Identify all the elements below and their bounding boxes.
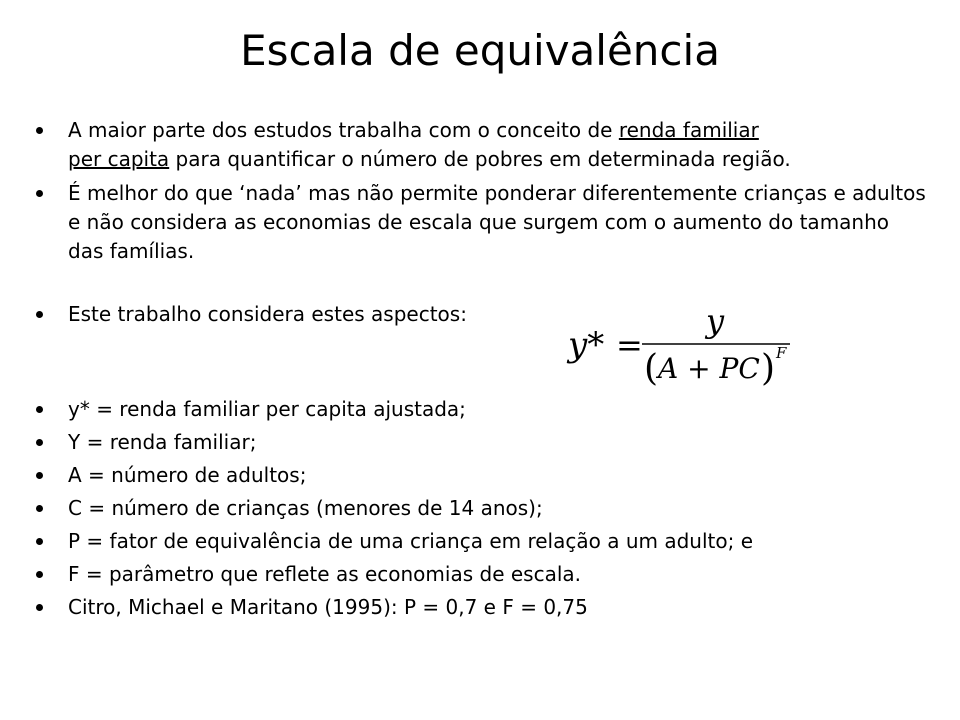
bullet-text: A = número de adultos; bbox=[68, 463, 307, 487]
bullet-dot-icon bbox=[36, 604, 43, 611]
formula-exponent: F bbox=[776, 344, 787, 362]
bullet-dot-icon bbox=[36, 505, 43, 512]
bullet-item-citro bbox=[36, 593, 926, 622]
bullet-dot-icon bbox=[36, 472, 43, 479]
bullet-item-y-star bbox=[36, 395, 926, 424]
bullet-dot-icon bbox=[36, 311, 43, 318]
bullet-item-f bbox=[36, 560, 926, 589]
underlined-term: per capita bbox=[68, 147, 170, 171]
formula-denominator: A + PC bbox=[658, 352, 760, 385]
formula-paren-close: ) bbox=[761, 348, 776, 389]
slide-title: Escala de equivalência bbox=[240, 26, 720, 75]
equivalence-scale-formula bbox=[566, 300, 806, 390]
bullet-text: A maior parte dos estudos trabalha com o conceito de renda familiar per capita para quantificar o número de pobres em determinada região. bbox=[68, 118, 791, 171]
bullet-dot-icon bbox=[36, 127, 43, 134]
underlined-term: renda familiar bbox=[618, 118, 759, 142]
bullet-text: Citro, Michael e Maritano (1995): P = 0,7 e F = 0,75 bbox=[68, 595, 588, 619]
formula-paren-open: ( bbox=[644, 348, 659, 389]
formula-numerator: y bbox=[706, 302, 725, 340]
bullet-text: y* = renda familiar per capita ajustada; bbox=[68, 397, 466, 421]
bullet-item-p bbox=[36, 527, 926, 556]
bullet-dot-icon bbox=[36, 406, 43, 413]
formula-equals: = bbox=[616, 326, 643, 364]
bullet-text: É melhor do que ‘nada’ mas não permite ponderar diferentemente crianças e adultos e não considera as economias de escala que surgem com o aumento do tamanho das famílias. bbox=[68, 181, 926, 263]
bullet-item-renda-per-capita bbox=[36, 116, 926, 174]
bullet-text: F = parâmetro que reflete as economias de escala. bbox=[68, 562, 581, 586]
bullet-item-a bbox=[36, 461, 926, 490]
bullet-item-melhor-que-nada bbox=[36, 179, 926, 266]
formula-lhs: y* bbox=[568, 325, 605, 365]
bullet-text: Y = renda familiar; bbox=[68, 430, 257, 454]
bullet-dot-icon bbox=[36, 439, 43, 446]
bullet-text: Este trabalho considera estes aspectos: bbox=[68, 302, 467, 326]
bullet-dot-icon bbox=[36, 538, 43, 545]
bullet-text: C = número de crianças (menores de 14 anos); bbox=[68, 496, 543, 520]
bullet-item-y bbox=[36, 428, 926, 457]
bullet-item-c bbox=[36, 494, 926, 523]
bullet-dot-icon bbox=[36, 571, 43, 578]
bullet-dot-icon bbox=[36, 190, 43, 197]
bullet-text: P = fator de equivalência de uma criança em relação a um adulto; e bbox=[68, 529, 753, 553]
